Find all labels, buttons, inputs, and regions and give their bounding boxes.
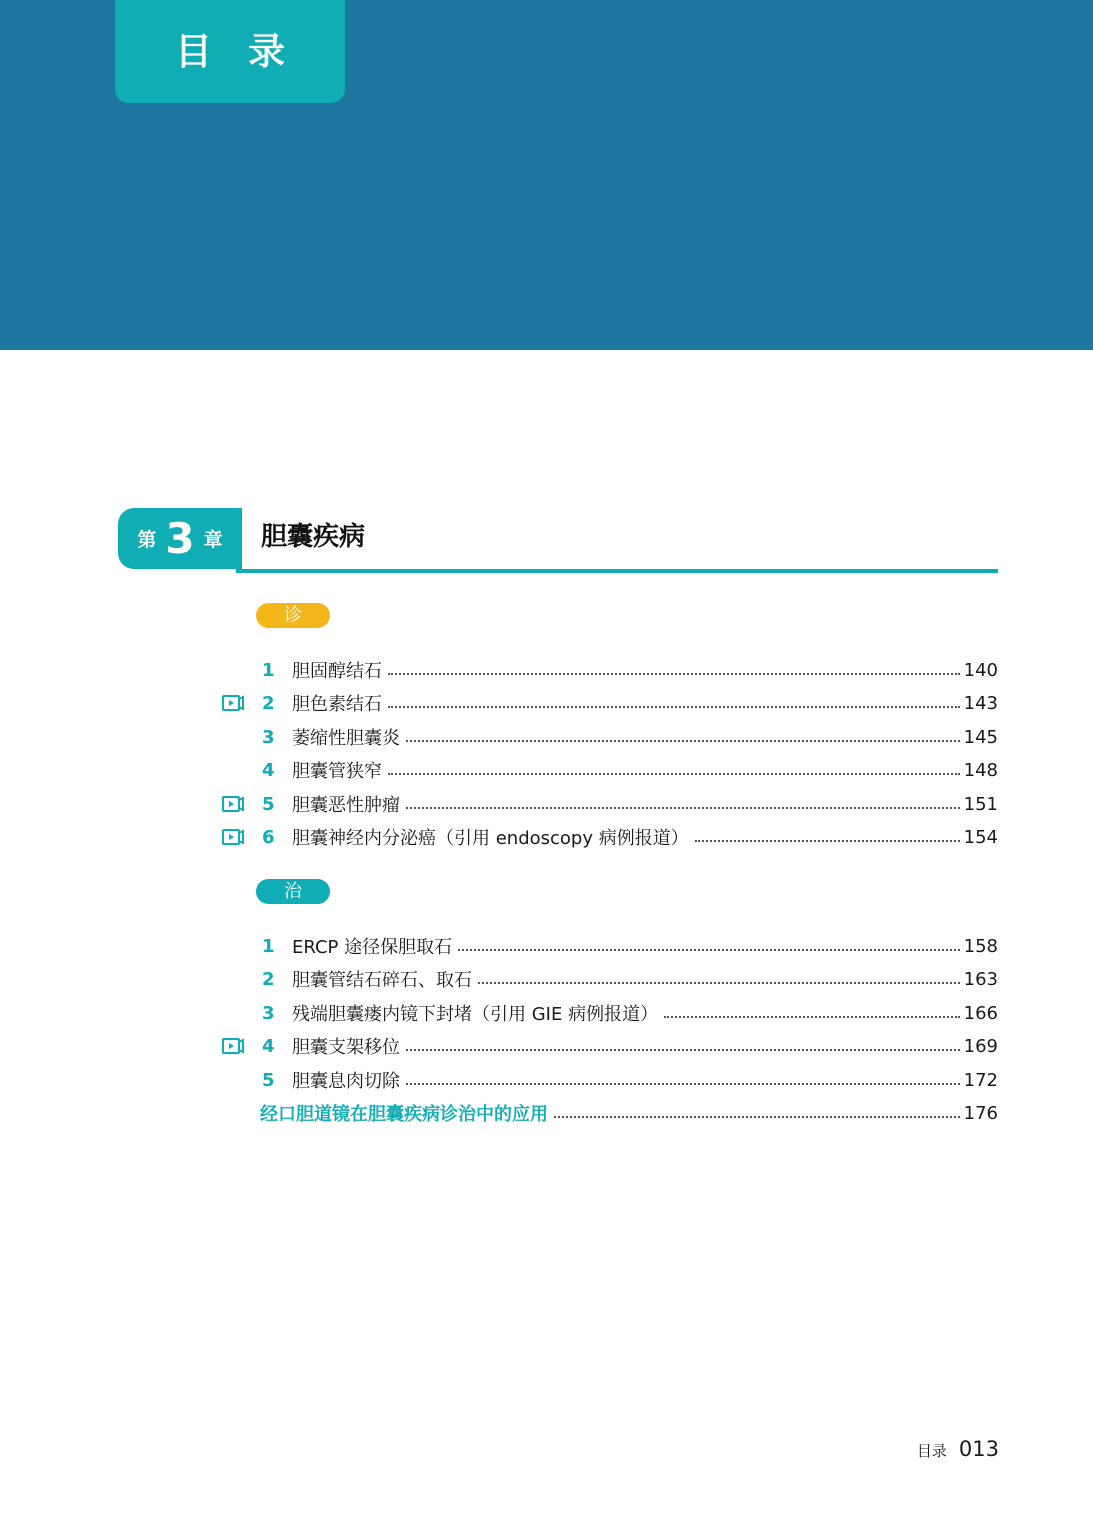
- toc-title-tab: [115, 0, 345, 103]
- entry-number: 3: [262, 726, 275, 748]
- entry-number: 2: [262, 692, 275, 714]
- dot-leader: [388, 672, 960, 675]
- entry-page-number: 169: [963, 1035, 998, 1057]
- chapter-number: 3: [165, 513, 195, 563]
- entry-number: 4: [262, 1035, 275, 1057]
- entry-page-number: 143: [963, 692, 998, 714]
- entry-title: 胆囊恶性肿瘤: [292, 795, 400, 816]
- chapter-title: 胆囊疾病: [261, 522, 366, 552]
- entry-page-number: 166: [963, 1002, 998, 1024]
- chapter-prefix: 第: [137, 529, 157, 551]
- entry-number: 2: [262, 968, 275, 990]
- toc-entry[interactable]: [220, 822, 998, 852]
- entry-number: 4: [262, 759, 275, 781]
- dot-leader: [554, 1115, 960, 1118]
- entry-number: 6: [262, 826, 275, 848]
- icon-spacer: [220, 726, 260, 748]
- entry-page-number: 145: [963, 726, 998, 748]
- entry-number: 1: [262, 659, 275, 681]
- section-label-treatment: 治疗: [256, 879, 330, 904]
- dot-leader: [664, 1015, 960, 1018]
- entry-number: 3: [262, 1002, 275, 1024]
- entry-title: 胆囊支架移位: [292, 1037, 400, 1058]
- toc-title: 目录: [175, 30, 321, 73]
- entry-number: 5: [262, 793, 275, 815]
- header-banner: [0, 0, 1093, 350]
- video-play-icon: [220, 826, 260, 848]
- video-play-icon: [220, 793, 260, 815]
- entry-title: 经口胆道镜在胆囊疾病诊治中的应用: [260, 1104, 548, 1125]
- entry-title: 胆色素结石: [292, 694, 382, 715]
- icon-spacer: [220, 659, 260, 681]
- entry-title: 胆囊管狭窄: [292, 761, 382, 782]
- dot-leader: [406, 1082, 960, 1085]
- entry-page-number: 172: [963, 1069, 998, 1091]
- entry-page-number: 176: [963, 1102, 998, 1124]
- icon-spacer: [220, 968, 260, 990]
- chapter-divider: [236, 569, 998, 573]
- toc-entry[interactable]: [220, 964, 998, 994]
- entry-title: 胆囊神经内分泌癌（引用 endoscopy 病例报道）: [292, 828, 689, 849]
- dot-leader: [388, 772, 960, 775]
- toc-entry[interactable]: [220, 1031, 998, 1061]
- section-label-diagnosis: 诊断: [256, 603, 330, 628]
- entry-page-number: 163: [963, 968, 998, 990]
- footer-label: 目录: [916, 1442, 947, 1460]
- toc-entry[interactable]: [220, 1065, 998, 1095]
- icon-spacer: [220, 1069, 260, 1091]
- icon-spacer: [220, 1102, 260, 1124]
- page-number: 013: [958, 1437, 999, 1461]
- entry-page-number: 154: [963, 826, 998, 848]
- entry-number: 1: [262, 935, 275, 957]
- entry-page-number: 140: [963, 659, 998, 681]
- toc-entry[interactable]: [220, 688, 998, 718]
- page-footer: [917, 1437, 999, 1461]
- chapter-suffix: 章: [203, 529, 223, 551]
- dot-leader: [458, 948, 960, 951]
- icon-spacer: [220, 1002, 260, 1024]
- entry-page-number: 148: [963, 759, 998, 781]
- entry-title: 残端胆囊瘘内镜下封堵（引用 GIE 病例报道）: [292, 1004, 659, 1025]
- entry-title: 胆囊息肉切除: [292, 1071, 400, 1092]
- entry-title: 胆囊管结石碎石、取石: [292, 970, 472, 991]
- toc-entry[interactable]: [220, 722, 998, 752]
- dot-leader: [406, 739, 960, 742]
- toc-summary-entry[interactable]: [220, 1098, 998, 1128]
- dot-leader: [406, 1048, 960, 1051]
- chapter-header: [118, 508, 998, 572]
- entry-number: 5: [262, 1069, 275, 1091]
- dot-leader: [695, 839, 960, 842]
- toc-entry[interactable]: [220, 655, 998, 685]
- entry-title: 萎缩性胆囊炎: [292, 728, 400, 749]
- dot-leader: [406, 806, 960, 809]
- video-play-icon: [220, 692, 260, 714]
- video-play-icon: [220, 1035, 260, 1057]
- dot-leader: [388, 705, 960, 708]
- toc-entry[interactable]: [220, 998, 998, 1028]
- toc-entry[interactable]: [220, 789, 998, 819]
- icon-spacer: [220, 935, 260, 957]
- toc-entry[interactable]: [220, 755, 998, 785]
- icon-spacer: [220, 759, 260, 781]
- entry-page-number: 151: [963, 793, 998, 815]
- entry-page-number: 158: [963, 935, 998, 957]
- chapter-badge: [118, 508, 242, 569]
- entry-title: 胆固醇结石: [292, 661, 382, 682]
- dot-leader: [478, 981, 960, 984]
- toc-entry[interactable]: [220, 931, 998, 961]
- entry-title: ERCP 途径保胆取石: [292, 937, 453, 958]
